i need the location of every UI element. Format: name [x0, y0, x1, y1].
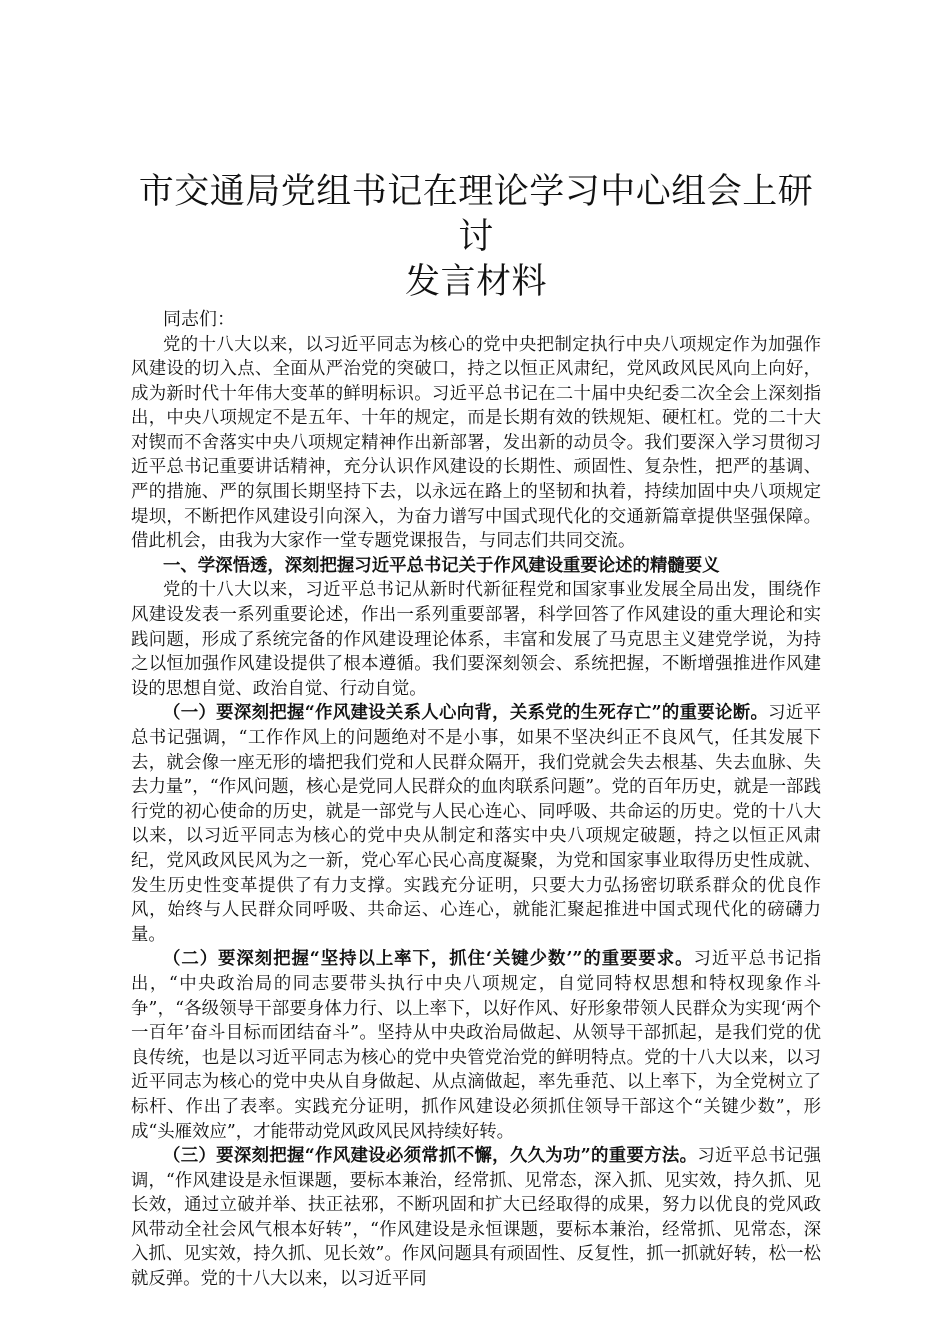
point-2-paragraph [131, 947, 821, 1144]
point-1-lead: （一）要深刻把握“作风建设关系人心向背，关系党的生死存亡”的重要论断。 [163, 703, 769, 724]
document-page [131, 0, 821, 1292]
point-1-body: 习近平总书记强调，“工作作风上的问题绝对不是小事，如果不坚决纠正不良风气，任其发展下去，就会像一座无形的墙把我们党和人民群众隔开，我们党就会失去根基、失去血脉、失去力量”，“作风问题，核心是党同人民群众的血肉联系问题”。党的百年历史，就是一部践行党的初心使命的历史，就是一部党与人民心连心、同呼吸、共命运的历史。党的十八大以来，以习近平同志为核心的党中央从制定和落实中央八项规定破题，持之以恒正风肃纪，党风政风民风为之一新，党心军心民心高度凝聚，为党和国家事业取得历史性成就、发生历史性变革提供了有力支撑。实践充分证明，只要大力弘扬密切联系群众的优良作风，始终与人民群众同呼吸、共命运、心连心，就能汇聚起推进中国式现代化的磅礴力量。 [131, 703, 821, 945]
document-title-line2: 发言材料 [404, 262, 547, 302]
salutation: 同志们： [163, 309, 235, 330]
point-2-body: 习近平总书记指出，“中央政治局的同志要带头执行中央八项规定，自觉同特权思想和特权现象作斗争”，“各级领导干部要身体力行、以上率下，以好作风、好形象带领人民群众为实现‘两个一百年’奋斗目标而团结奋斗”。坚持从中央政治局做起、从领导干部抓起，是我们党的优良传统，也是以习近平同志为核心的党中央管党治党的鲜明特点。党的十八大以来，以习近平同志为核心的党中央从自身做起、从点滴做起，率先垂范、以上率下，为全党树立了标杆、作出了表率。实践充分证明，抓作风建设必须抓住领导干部这个“关键少数”，形成“头雁效应”，才能带动党风政风民风持续好转。 [131, 949, 821, 1142]
section-1-paragraph: 党的十八大以来，习近平总书记从新时代新征程党和国家事业发展全局出发，围绕作风建设发表一系列重要论述，作出一系列重要部署，科学回答了作风建设的重大理论和实践问题，形成了系统完备的作风建设理论体系，丰富和发展了马克思主义建党学说，为持之以恒加强作风建设提供了根本遵循。我们要深刻领会、系统把握，不断增强推进作风建设的思想自觉、政治自觉、行动自觉。 [131, 580, 821, 699]
point-3-body: 习近平总书记强调，“作风建设是永恒课题，要标本兼治，经常抓、见常态，深入抓、见实效，持久抓、见长效，通过立破并举、扶正祛邪，不断巩固和扩大已经取得的成果，努力以优良的党风政风带动全社会风气根本好转”，“作风建设是永恒课题，要标本兼治，经常抓、见常态，深入抓、见实效，持久抓、见长效”。作风问题具有顽固性、反复性，抓一抓就好转，松一松就反弹。党的十八大以来，以习近平同 [131, 1146, 821, 1290]
point-3-lead: （三）要深刻把握“作风建设必须常抓不懈，久久为功”的重要方法。 [163, 1146, 698, 1167]
section-1-heading: 一、学深悟透，深刻把握习近平总书记关于作风建设重要论述的精髓要义 [163, 555, 720, 576]
document-title-line1: 市交通局党组书记在理论学习中心组会上研讨 [138, 172, 814, 257]
intro-paragraph: 党的十八大以来，以习近平同志为核心的党中央把制定执行中央八项规定作为加强作风建设的切入点、全面从严治党的突破口，持之以恒正风肃纪，党风政风民风向上向好，成为新时代十年伟大变革的鲜明标识。习近平总书记在二十届中央纪委二次全会上深刻指出，中央八项规定不是五年、十年的规定，而是长期有效的铁规矩、硬杠杠。党的二十大对锲而不舍落实中央八项规定精神作出新部署，发出新的动员令。我们要深入学习贯彻习近平总书记重要讲话精神，充分认识作风建设的长期性、顽固性、复杂性，把严的基调、严的措施、严的氛围长期坚持下去，以永远在路上的坚韧和执着，持续加固中央八项规定堤坝，不断把作风建设引向深入，为奋力谱写中国式现代化的交通新篇章提供坚强保障。借此机会，由我为大家作一堂专题党课报告，与同志们共同交流。 [131, 334, 821, 552]
point-2-lead: （二）要深刻把握“坚持以上率下，抓住‘关键少数’”的重要要求。 [163, 949, 694, 970]
point-1-paragraph [131, 701, 821, 947]
point-3-paragraph [131, 1144, 821, 1292]
document-title [131, 170, 821, 305]
